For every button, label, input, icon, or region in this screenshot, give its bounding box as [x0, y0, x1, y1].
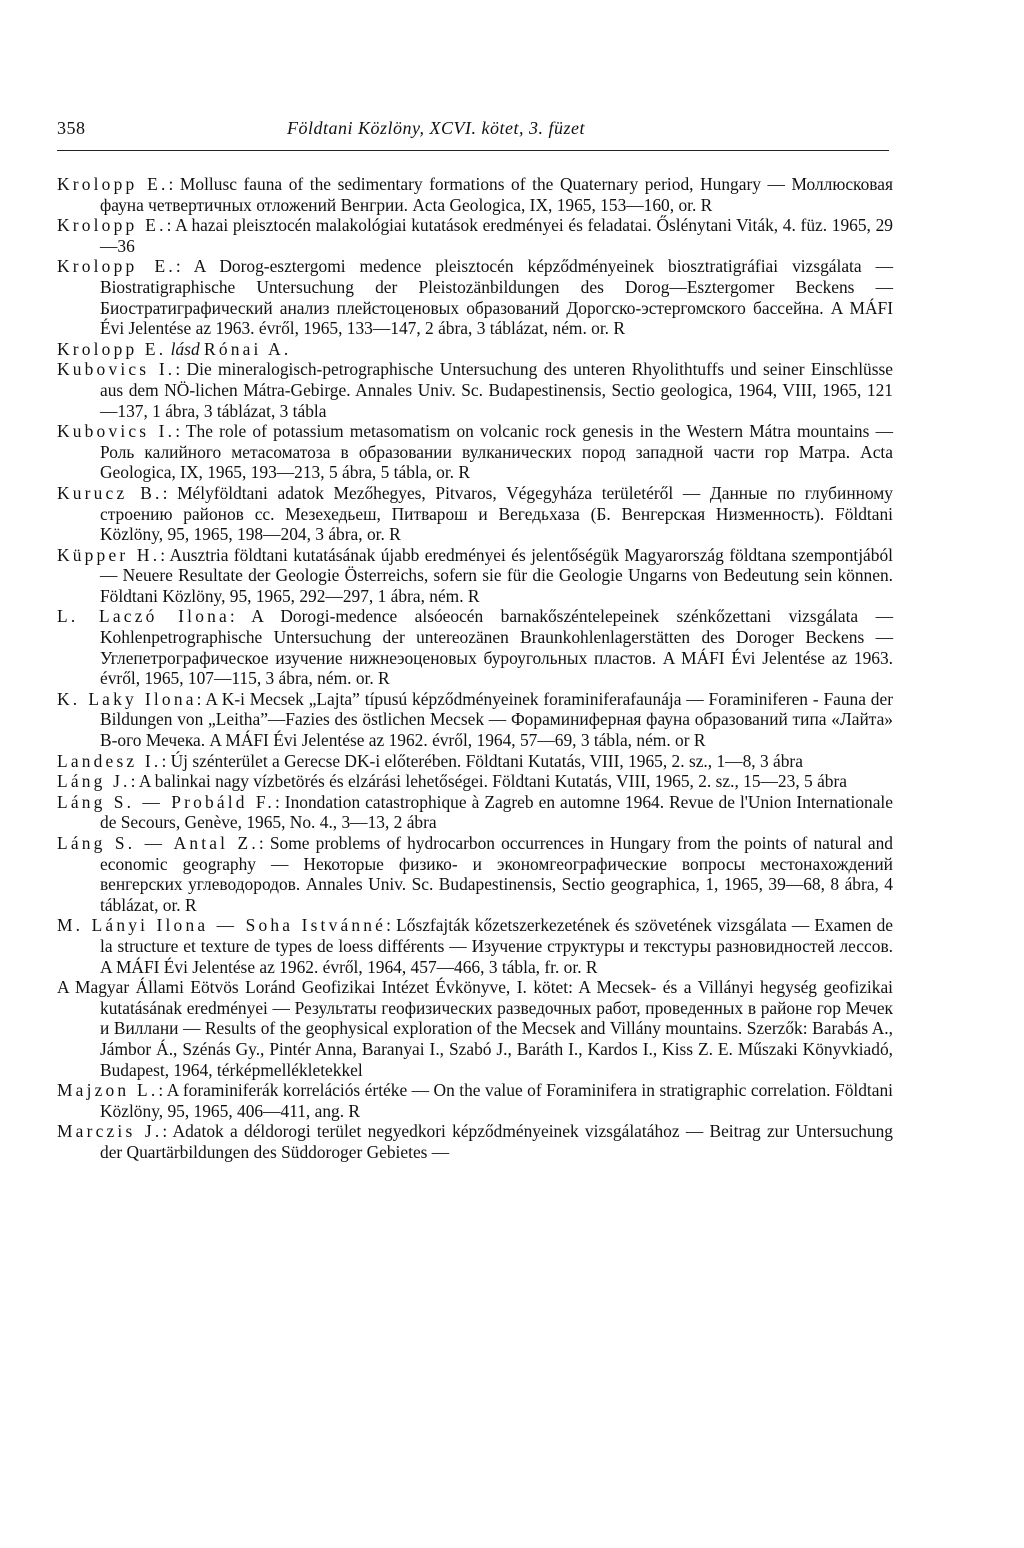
- reference-entry: [57, 833, 893, 915]
- reference-author: Krolopp E.: [57, 256, 176, 277]
- reference-text: : Inondation catastrophique à Zagreb en automne 1964. Revue de l'Union Internationale de Secours, Genève, 1965, No. 4., 3—13, 2 ábra: [100, 791, 893, 833]
- reference-author: Krolopp E.: [57, 174, 169, 194]
- reference-entry: [57, 977, 893, 1080]
- reference-entry: [57, 421, 893, 483]
- reference-text: : Ausztria földtani kutatásának újabb eredményei és jelentőségük Magyarország földtana szempontjából — Neuere Resultate der Geologie Österreichs, sofern sie für die Geologie Ungarns von Bedeutung sein können. Földtani Közlöny, 95, 1965, 292—297, 1 ábra, ném. R: [100, 544, 893, 606]
- running-title: Földtani Közlöny, XCVI. kötet, 3. füzet: [287, 118, 585, 138]
- reference-text: : Die mineralogisch-petrographische Untersuchung des unteren Rhyolithtuffs und seiner Einschlüsse aus dem NÖ-lichen Mátra-Gebirge. Annales Univ. Sc. Budapestinensis, Sectio geologica, 1964, VIII, 1965, 121—137, 1 ábra, 3 táblázat, 3 tábla: [100, 359, 893, 421]
- reference-text: : A foraminiferák korrelációs értéke — On the value of Foraminifera in stratigraphic correlation. Földtani Közlöny, 95, 1965, 406—411, ang. R: [100, 1080, 893, 1121]
- reference-entry: [57, 771, 893, 792]
- reference-author: Kubovics I.: [57, 359, 176, 380]
- reference-text: : The role of potassium metasomatism on volcanic rock genesis in the Western Mátra mountains — Роль калийного метасоматоза в образовании вулканических пород западной части гор Матра. Acta Geologica, IX, 1965, 193—213, 5 ábra, 5 tábla, or. R: [100, 421, 893, 483]
- reference-author: Krolopp E.: [57, 338, 167, 359]
- reference-author: Marczis J.: [57, 1121, 163, 1142]
- reference-author: L. Laczó Ilona: [57, 606, 230, 627]
- reference-text: : A Dorog-esztergomi medence pleisztocén képződményeinek biosztratigráfiai vizsgálata — Biostratigraphische Untersuchung der Pleistozänbildungen des Dorog—Esztergomer Beckens — Биостратиграфический анализ плейстоценовых образований Дорогско-эстергомского бассейна. A MÁFI Évi Jelentése az 1963. évről, 1965, 133—147, 2 ábra, 3 táblázat, ném. or. R: [100, 256, 893, 339]
- reference-text: : Új szénterület a Gerecse DK-i előterében. Földtani Kutatás, VIII, 1965, 2. sz., 1—8, 3 ábra: [161, 750, 803, 771]
- header-rule: [57, 150, 889, 151]
- page-header: [57, 118, 889, 152]
- reference-author: Kurucz B.: [57, 482, 163, 503]
- reference-entry: [57, 1080, 893, 1121]
- reference-entry: [57, 174, 893, 215]
- reference-text: : Some problems of hydrocarbon occurrences in Hungary from the points of natural and economic geography — Некоторые физико- и экономгеографические вопросы местонахождений венгерских углеводородов. Annales Univ. Sc. Budapestinensis, Sectio geographica, 1, 1965, 39—68, 8 ábra, 4 táblázat, or. R: [100, 833, 894, 915]
- reference-see-also: lásd: [170, 338, 200, 359]
- reference-text: : A balinkai nagy vízbetörés és elzárási lehetőségei. Földtani Kutatás, VIII, 1965, 2. sz., 15—23, 5 ábra: [130, 771, 847, 792]
- reference-text: : Lőszfajták kőzetszerkezetének és szövetének vizsgálata — Examen de la structure et texture de types de loess différents — Изучение структуры и текстуры разновидностей лессов. A MÁFI Évi Jelentése az 1962. évről, 1964, 457—466, 3 tábla, fr. or. R: [100, 915, 893, 977]
- reference-text: A Magyar Állami Eötvös Loránd Geofizikai Intézet Évkönyve, I. kötet: A Mecsek- és a Villányi hegység geofizikai kutatásának eredményei — Результаты геофизических разведочных работ, проведенных в районе гор Мечек и Виллани — Results of the geophysical exploration of the Mecsek and Villány mountains. Szerzők: Barabás A., Jámbor Á., Szénás Gy., Pintér Anna, Baranyai I., Szabó J., Baráth I., Kardos I., Kiss Z. E. Műszaki Könyvkiadó, Budapest, 1964, térképmellékletekkel: [57, 977, 893, 1080]
- reference-text: : Adatok a déldorogi terület negyedkori képződményeinek vizsgálatához — Beitrag zur Untersuchung der Quartärbildungen des Süddoroger Gebietes —: [100, 1121, 893, 1162]
- reference-author: K. Laky Ilona: [57, 688, 197, 709]
- reference-text: : A hazai pleisztocén malakológiai kutatások eredményei és feladatai. Őslénytani Viták, 4. füz. 1965, 29—36: [100, 215, 893, 256]
- reference-entry: [57, 215, 893, 256]
- reference-entry: [57, 339, 893, 360]
- reference-author: Landesz I.: [57, 750, 162, 771]
- reference-text: : A K-i Mecsek „Lajta” típusú képződményeinek foraminiferafaunája — Foraminiferen - Fauna der Bildungen von „Leitha”—Fazies des östlichen Mecsek — Фораминиферная фауна образований типа «Лайта» В-ого Мечека. A MÁFI Évi Jelentése az 1962. évről, 1964, 57—69, 3 tábla, ném. or R: [100, 688, 893, 751]
- reference-author: Láng S. — Antal Z.: [57, 833, 259, 853]
- reference-entry: [57, 792, 893, 833]
- reference-author: Láng J.: [57, 771, 131, 792]
- reference-author: Krolopp E.: [57, 215, 167, 236]
- page-number: 358: [57, 118, 86, 138]
- reference-text: : Mélyföldtani adatok Mezőhegyes, Pitvaros, Végegyháza területéről — Данные по глубинному строению районов сс. Мезехедьеш, Питварош и Вегедьхаза (Б. Венгерская Низменность). Földtani Közlöny, 95, 1965, 198—204, 3 ábra, or. R: [100, 482, 894, 545]
- reference-entry: [57, 606, 893, 688]
- reference-entry: [57, 689, 893, 751]
- reference-author: Kubovics I.: [57, 421, 176, 442]
- reference-author: M. Lányi Ilona — Soha Istvánné: [57, 915, 387, 936]
- reference-author: Rónai A.: [204, 338, 292, 359]
- reference-list: [57, 174, 893, 1163]
- reference-entry: [57, 1121, 893, 1162]
- reference-entry: [57, 256, 893, 338]
- reference-entry: [57, 915, 893, 977]
- reference-entry: [57, 545, 893, 607]
- reference-text: : A Dorogi-medence alsóeocén barnakőszéntelepeinek szénkőzettani vizsgálata — Kohlenpetrographische Untersuchung der untereozänen Braunkohlenlagerstätten des Doroger Beckens — Углепетрографическое изучение нижнеэоценовых буроугольных пластов. A MÁFI Évi Jelentése az 1963. évről, 1965, 107—115, 3 ábra, ném. or. R: [100, 606, 893, 689]
- reference-author: Majzon L.: [57, 1080, 159, 1101]
- reference-text: : Mollusc fauna of the sedimentary formations of the Quaternary period, Hungary — Моллюсковая фауна четвертичных отложений Венгрии. Acta Geologica, IX, 1965, 153—160, or. R: [100, 174, 893, 215]
- reference-entry: [57, 483, 893, 545]
- reference-author: Küpper H.: [57, 544, 161, 565]
- reference-entry: [57, 359, 893, 421]
- reference-entry: [57, 751, 893, 772]
- reference-author: Láng S. — Probáld F.: [57, 791, 275, 812]
